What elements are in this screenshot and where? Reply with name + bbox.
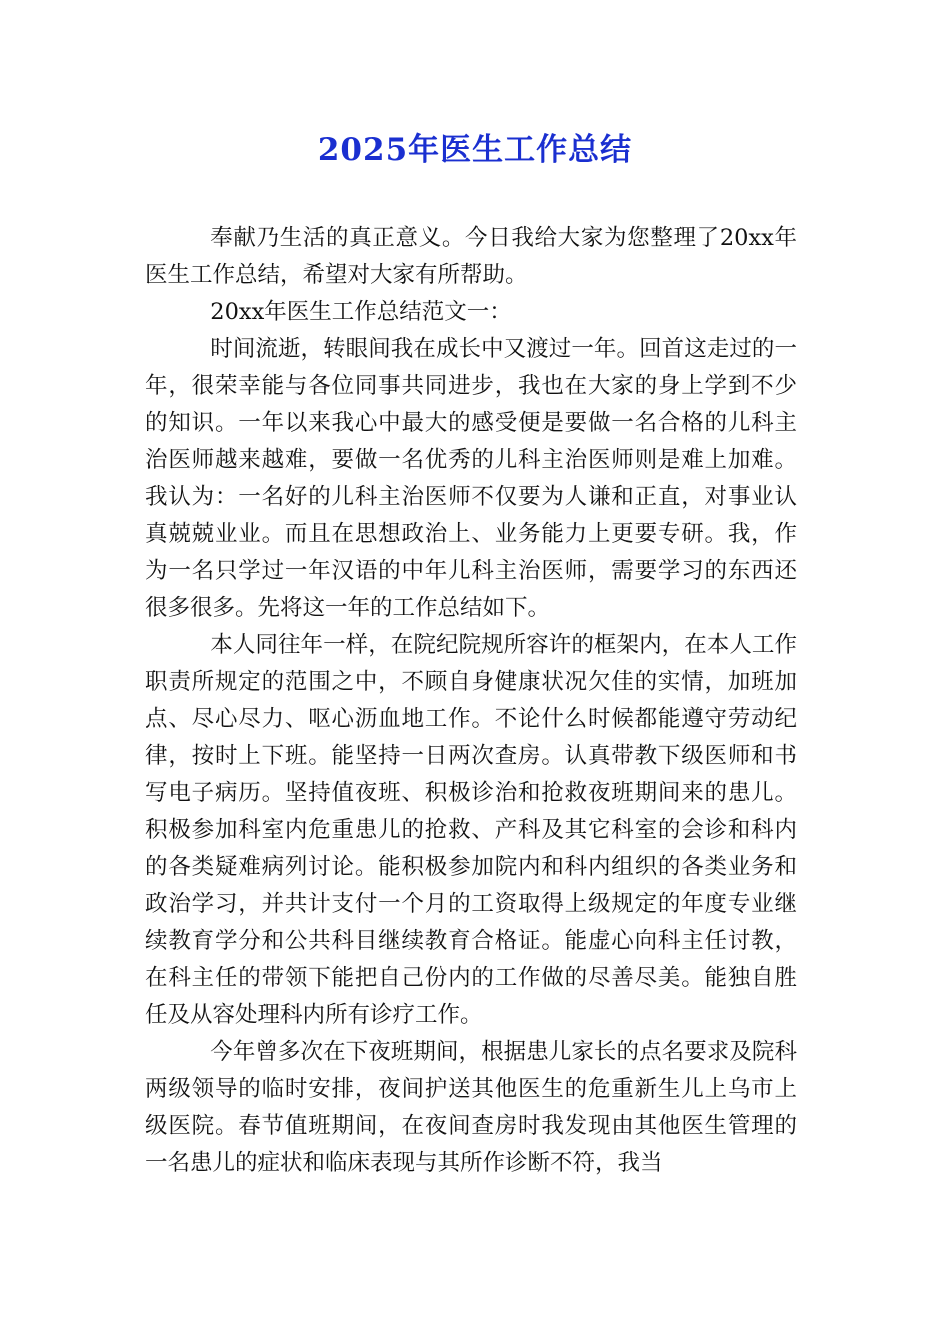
document-title: 2025年医生工作总结 <box>317 132 633 168</box>
paragraph-heading: 20xx年医生工作总结范文一： <box>210 299 512 325</box>
paragraph-body-1: 时间流逝，转眼间我在成长中又渡过一年。回首这走过的一年，很荣幸能与各位同事共同进步，我也在大家的身上学到不少的知识。一年以来我心中最大的感受便是要做一名合格的儿科主治医师越来越难，要做一名优秀的儿科主治医师则是难上加难。我认为：一名好的儿科主治医师不仅要为人谦和正直，对事业认真兢兢业业。而且在思想政治上、业务能力上更要专研。我，作为一名只学过一年汉语的中年儿科主治医师，需要学习的东西还很多很多。先将这一年的工作总结如下。 <box>145 336 797 621</box>
paragraph-intro: 奉献乃生活的真正意义。今日我给大家为您整理了20xx年医生工作总结，希望对大家有所帮助。 <box>145 225 797 288</box>
paragraph-body-2: 本人同往年一样，在院纪院规所容许的框架内，在本人工作职责所规定的范围之中，不顾自身健康状况欠佳的实情，加班加点、尽心尽力、呕心沥血地工作。不论什么时候都能遵守劳动纪律，按时上下班。能坚持一日两次查房。认真带教下级医师和书写电子病历。坚持值夜班、积极诊治和抢救夜班期间来的患儿。积极参加科室内危重患儿的抢救、产科及其它科室的会诊和科内的各类疑难病列讨论。能积极参加院内和科内组织的各类业务和政治学习，并共计支付一个月的工资取得上级规定的年度专业继续教育学分和公共科目继续教育合格证。能虚心向科主任讨教，在科主任的带领下能把自己份内的工作做的尽善尽美。能独自胜任及从容处理科内所有诊疗工作。 <box>145 632 797 1028</box>
document-body <box>145 220 797 1182</box>
paragraph-body-3: 今年曾多次在下夜班期间，根据患儿家长的点名要求及院科两级领导的临时安排，夜间护送其他医生的危重新生儿上乌市上级医院。春节值班期间，在夜间查房时我发现由其他医生管理的一名患儿的症状和临床表现与其所作诊断不符，我当 <box>145 1039 797 1176</box>
